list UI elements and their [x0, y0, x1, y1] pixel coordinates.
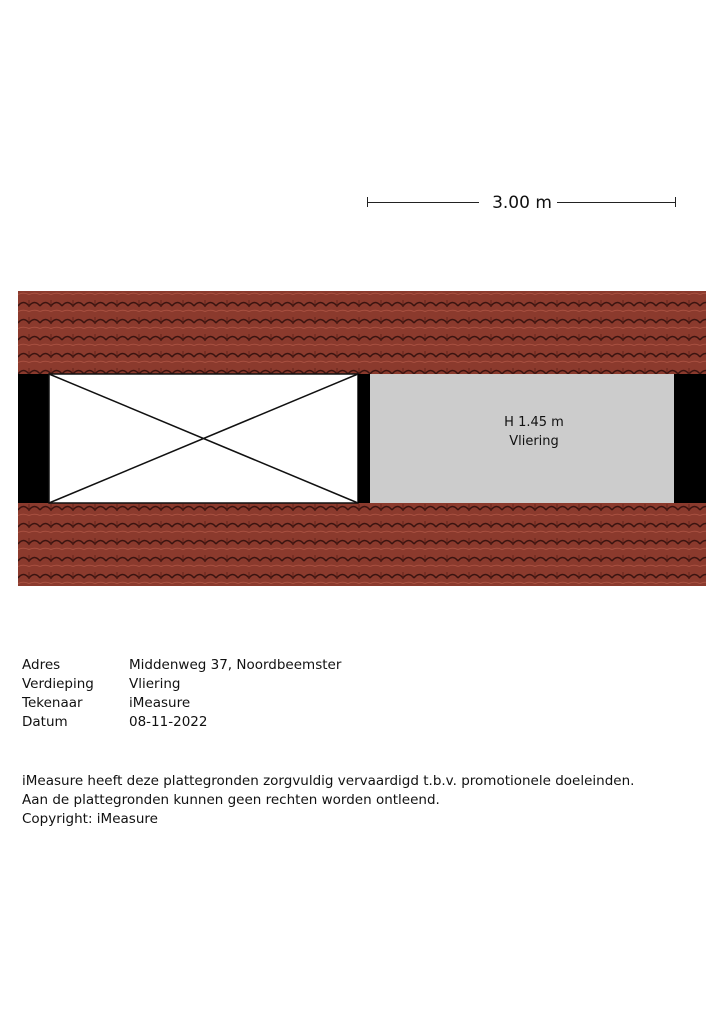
- room-name: Vliering: [509, 434, 559, 449]
- disclaimer-line: Aan de plattegronden kunnen geen rechten worden ontleend.: [22, 792, 440, 808]
- disclaimer-line: iMeasure heeft deze plattegronden zorgvuldig vervaardigd t.b.v. promotionele doeleinden.: [22, 773, 635, 789]
- info-value: Middenweg 37, Noordbeemster: [129, 657, 342, 673]
- wall-right: [674, 374, 706, 503]
- roof-tiles-bottom: [18, 503, 706, 586]
- info-key: Verdieping: [22, 676, 94, 692]
- room-height: H 1.45 m: [504, 415, 564, 430]
- info-block: [22, 656, 341, 732]
- scale-label: 3.00 m: [492, 193, 552, 213]
- disclaimer: [22, 772, 634, 829]
- info-row-tekenaar: [22, 694, 341, 713]
- info-row-verdieping: [22, 675, 341, 694]
- info-value: 08-11-2022: [129, 714, 208, 730]
- info-row-adres: [22, 656, 341, 675]
- info-value: iMeasure: [129, 695, 191, 711]
- scale-line-right: [557, 202, 676, 203]
- info-key: Datum: [22, 714, 68, 730]
- roof-tiles-top: [18, 291, 706, 374]
- scale-tick-right: [675, 197, 676, 207]
- scale-line-left: [367, 202, 479, 203]
- wall-middle: [358, 374, 370, 503]
- info-key: Adres: [22, 657, 61, 673]
- info-row-datum: [22, 713, 341, 732]
- copyright-line: Copyright: iMeasure: [22, 811, 158, 827]
- scale-bar: [367, 190, 676, 216]
- room-label: [459, 413, 609, 451]
- wall-left: [18, 374, 49, 503]
- info-key: Tekenaar: [22, 695, 83, 711]
- info-value: Vliering: [129, 676, 181, 692]
